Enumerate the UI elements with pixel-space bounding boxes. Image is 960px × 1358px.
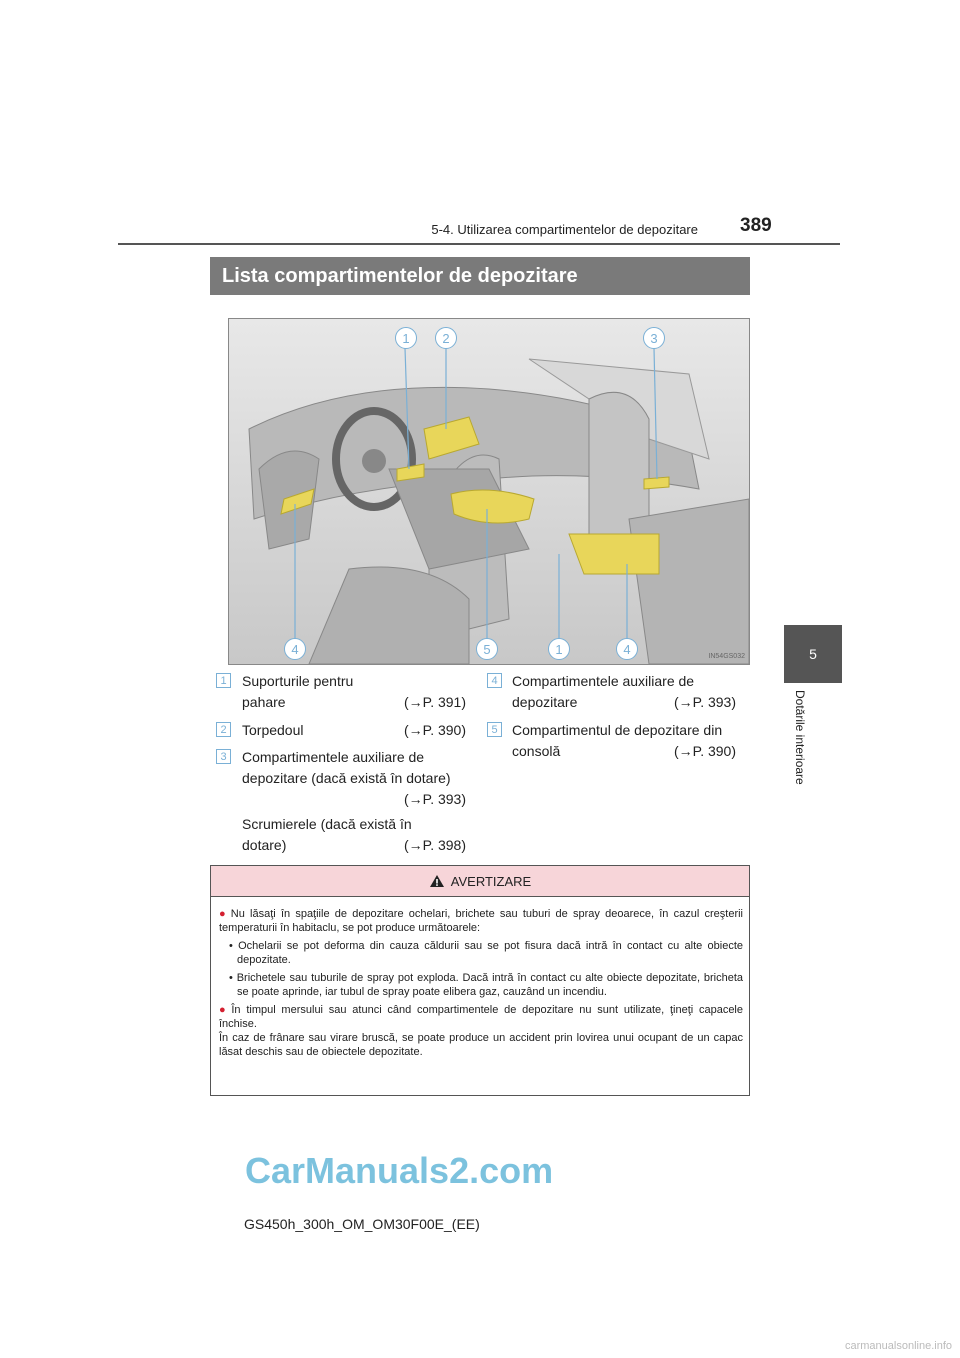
item-5-ref: (→P. 390) xyxy=(674,743,736,759)
callout-bottom-4b: 4 xyxy=(616,638,638,660)
callout-top-2: 2 xyxy=(435,327,457,349)
figure-code: IN54GS032 xyxy=(708,653,745,660)
warning-title: AVERTIZARE xyxy=(450,873,532,889)
callout-top-3: 3 xyxy=(643,327,665,349)
warning-paragraph-1: Nu lăsaţi în spaţiile de depozitare ochelari, brichete sau tuburi de spray deoarece, în cazul creşterii temperaturii în habitaclu, se pot produce următoarele: xyxy=(219,908,743,934)
watermark-2: carmanualsonline.info xyxy=(844,1340,952,1352)
footer-code: GS450h_300h_OM_OM30F00E_(EE) xyxy=(244,1216,480,1232)
warning-sub-1: • Ochelarii se pot deforma din cauza căldurii sau se pot fisura dacă intră în contact cu alte obiecte depozitate. xyxy=(229,940,743,966)
item-4-ref: (→P. 393) xyxy=(674,694,736,710)
legend-item-4 xyxy=(512,671,736,713)
section-title: Lista compartimentelor de depozitare xyxy=(210,257,750,295)
bullet-icon: ● xyxy=(219,1004,229,1016)
item-3-ref-2: (→P. 398) xyxy=(404,837,466,853)
item-number-4: 4 xyxy=(487,673,502,688)
callout-bottom-4a: 4 xyxy=(284,638,306,660)
item-5-line-1: Compartimentul de depozitare din xyxy=(512,722,723,738)
callout-bottom-1: 1 xyxy=(548,638,570,660)
callout-top-1: 1 xyxy=(395,327,417,349)
item-3-line-4: dotare) xyxy=(242,837,287,853)
legend-item-3 xyxy=(242,747,466,856)
watermark: CarManuals2.com xyxy=(245,1150,554,1191)
interior-illustration xyxy=(228,318,750,665)
car-interior-drawing xyxy=(229,319,749,664)
item-5-line-2: consolă xyxy=(512,743,561,759)
item-2-ref: (→P. 390) xyxy=(404,722,466,738)
chapter-tab xyxy=(784,625,842,683)
warning-header xyxy=(211,866,749,897)
item-1-ref: (→P. 391) xyxy=(404,694,466,710)
chapter-label: Dotările interioare xyxy=(793,690,807,785)
legend-item-5 xyxy=(512,720,736,762)
item-number-5: 5 xyxy=(487,722,502,737)
item-3-line-3: Scrumierele (dacă există în xyxy=(242,816,412,832)
item-number-2: 2 xyxy=(216,722,231,737)
warning-body xyxy=(211,897,749,1059)
item-1-line-2: pahare xyxy=(242,694,286,710)
warning-paragraph-2: În timpul mersului sau atunci când compartimentele de depozitare nu sunt utilizate, ţineţi capacele închise. xyxy=(219,1004,743,1030)
legend-item-2 xyxy=(242,720,466,741)
warning-triangle-icon xyxy=(429,874,445,888)
item-4-line-1: Compartimentele auxiliare de xyxy=(512,673,695,689)
warning-box xyxy=(210,865,750,1096)
item-3-line-2: depozitare (dacă există în dotare) xyxy=(242,770,451,786)
running-header: 5-4. Utilizarea compartimentelor de depozitare xyxy=(431,222,698,237)
item-1-line-1: Suporturile pentru xyxy=(242,673,354,689)
warning-paragraph-3: În caz de frânare sau virare bruscă, se poate produce un accident prin lovirea unui ocupant de un capac lăsat deschis sau de obiectele depozitate. xyxy=(219,1032,743,1058)
item-number-1: 1 xyxy=(216,673,231,688)
rear-armrest-highlight xyxy=(569,534,659,574)
item-number-3: 3 xyxy=(216,749,231,764)
item-3-ref: (→P. 393) xyxy=(404,791,466,807)
bullet-icon: ● xyxy=(219,908,228,920)
page-number: 389 xyxy=(740,215,772,236)
console-box-highlight xyxy=(451,490,534,523)
item-4-line-2: depozitare xyxy=(512,694,578,710)
header-divider xyxy=(118,243,840,245)
warning-sub-2: • Brichetele sau tuburile de spray pot exploda. Dacă intră în contact cu alte obiecte depozitate, bricheta se poate aprinde, iar tubul de spray poate elibera gaz, cauzând un incendiu. xyxy=(229,972,743,998)
legend-item-1 xyxy=(242,671,466,713)
chapter-number: 5 xyxy=(809,646,817,662)
item-2-line-1: Torpedoul xyxy=(242,722,304,738)
callout-bottom-5: 5 xyxy=(476,638,498,660)
item-3-line-1: Compartimentele auxiliare de xyxy=(242,749,425,765)
